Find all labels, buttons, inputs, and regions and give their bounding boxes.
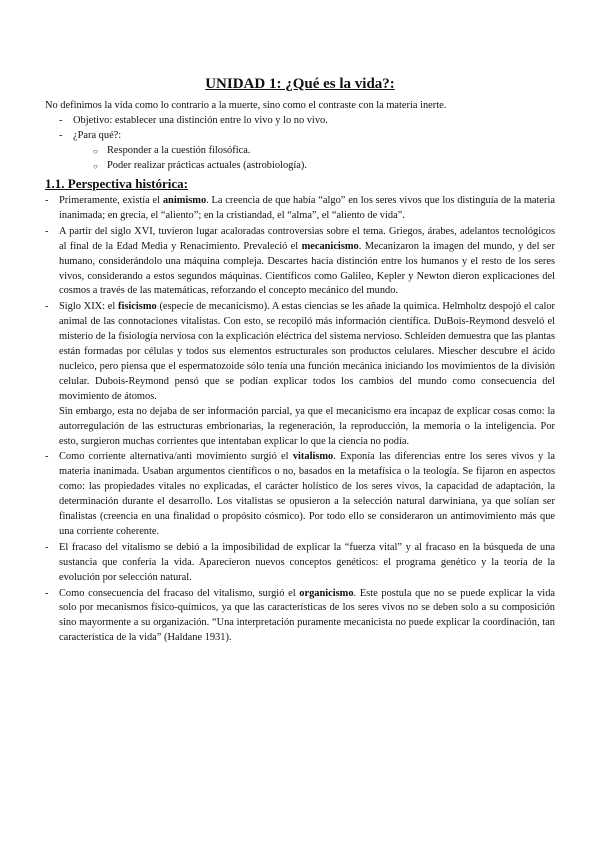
- term-mecanicismo: mecanicismo: [301, 240, 359, 252]
- item-animismo: [45, 194, 555, 224]
- item-text-pre: Primeramente, existía el: [59, 195, 163, 206]
- item-text-post: . Este postula que no se puede explicar la vida solo por mecanismos físico-químicos, ya que las características de los seres vivos no se deben solo a su composición sino mayormente a su organización. “Una interpretación puramente mecanicista no puede explicar la coordinación, tan característica de la vida” (Haldane 1931).: [59, 587, 555, 644]
- purposes-list: [73, 143, 555, 173]
- item-text-post: . Exponía las diferencias entre los seres vivos y la materia inanimada. Usaban argumentos científicos o no, basados en la metafísica o la teología. Se fijaron en aspectos como: las propiedades vitales no explicadas, el carácter holístico de los seres vivos, la capacidad de adaptación, la determinación durante el desarrollo. Los vitalistas se opusieron a la selección natural darwiniana, ya que solían ser finalistas (creencia en una finalidad o propósito cósmico). Por todo ello se consideraron un antimovimiento más que una corriente coherente.: [59, 451, 555, 537]
- term-fisicismo: fisicismo: [118, 301, 157, 313]
- history-list: [45, 194, 555, 646]
- item-text-pre: A partir del siglo XVI, tuvieron lugar acaloradas controversias sobre el tema. Griegos, árabes, adelantos tecnológicos al final de la Edad Media y Renacimiento. Prevaleció el: [59, 225, 555, 252]
- purpose-item: ○ Poder realizar prácticas actuales (astrobiología).: [93, 158, 555, 173]
- item-text-post: (especie de mecanicismo). A estas ciencias se les añade la química. Helmholtz despojó el calor animal de las connotaciones vitalistas. Con esto, se recopiló más información científica. DuBois-Reymond desveló el misterio de la fisiología nerviosa con la explicación eléctrica del sistema nervioso. Schleiden demuestra que las plantas están formadas por células y todos sus elementos estructurales son productos celulares. Miescher descubre el ácido nucleico, pero piensa que el espermatozoide sólo tenía una función mecánica iniciando los movimientos de la división celular. Dubois-Reymond pensó que se podían explicar todos los cambios del mundo como consecuencia del movimiento de átomos.: [59, 301, 556, 402]
- term-organicismo: organicismo: [299, 587, 354, 599]
- goal-purpose: [59, 128, 555, 173]
- goal-purpose-label: ¿Para qué?:: [73, 130, 122, 141]
- fisicismo-followup: Sin embargo, esta no dejaba de ser información parcial, ya que el mecanicismo era incapaz de explicar cosas como: la autorregulación de las estructuras embrionarias, la regeneración, la reproducción, la memoria o la inteligencia. Por esto, surgieron muchas corrientes que intentaban explicar lo que la ciencia no podía.: [59, 405, 555, 447]
- item-text-pre: Como corriente alternativa/anti movimiento surgió el: [59, 451, 293, 463]
- item-text-pre: Como consecuencia del fracaso del vitalismo, surgió el: [59, 587, 300, 599]
- item-text-pre: Siglo XIX: el: [59, 301, 119, 313]
- item-fracaso: - El fracaso del vitalismo se debió a la imposibilidad de explicar la “fuerza vital” y al fracaso en la búsqueda de una sustancia que confería la vida. Aparecieron nuevos conceptos genéticos: el programa genético y la teoría de la evolución por selección natural.: [45, 541, 555, 586]
- item-mecanicismo: [45, 225, 555, 300]
- intro-paragraph: No definimos la vida como lo contrario a la muerte, sino como el contraste con la materia inerte.: [45, 100, 447, 111]
- item-vitalismo: [45, 450, 555, 539]
- goals-list: [45, 113, 555, 173]
- item-text-post: . La creencia de que había “algo” en los seres vivos que los distinguía de la materia inanimada; en grecia, el “aliento”; en la cristiandad, el “alma”, el “aliento de vida”.: [59, 195, 555, 221]
- purpose-item: ○ Responder a la cuestión filosófica.: [93, 143, 555, 158]
- item-organicismo: [45, 587, 555, 647]
- unit-title: UNIDAD 1: ¿Qué es la vida?:: [205, 76, 395, 92]
- item-text-post: . Mecanizaron la imagen del mundo, y del ser humano, considerándolo una máquina compleja. Descartes hacía distinción entre los humanos y el resto de los seres vivos, considerando a estos segundos máquinas. Científicos como Galileo, Kepler y Newton dieron explicaciones del cosmos a través de las matemáticas, reforzando el concepto mecánico del mundo.: [59, 240, 555, 297]
- goal-objective: - Objetivo: establecer una distinción entre lo vivo y lo no vivo.: [59, 113, 555, 128]
- item-fisicismo: [45, 300, 555, 449]
- term-animismo: animismo: [162, 195, 207, 206]
- term-vitalismo: vitalismo: [292, 451, 334, 463]
- section-heading: 1.1. Perspectiva histórica:: [45, 176, 188, 191]
